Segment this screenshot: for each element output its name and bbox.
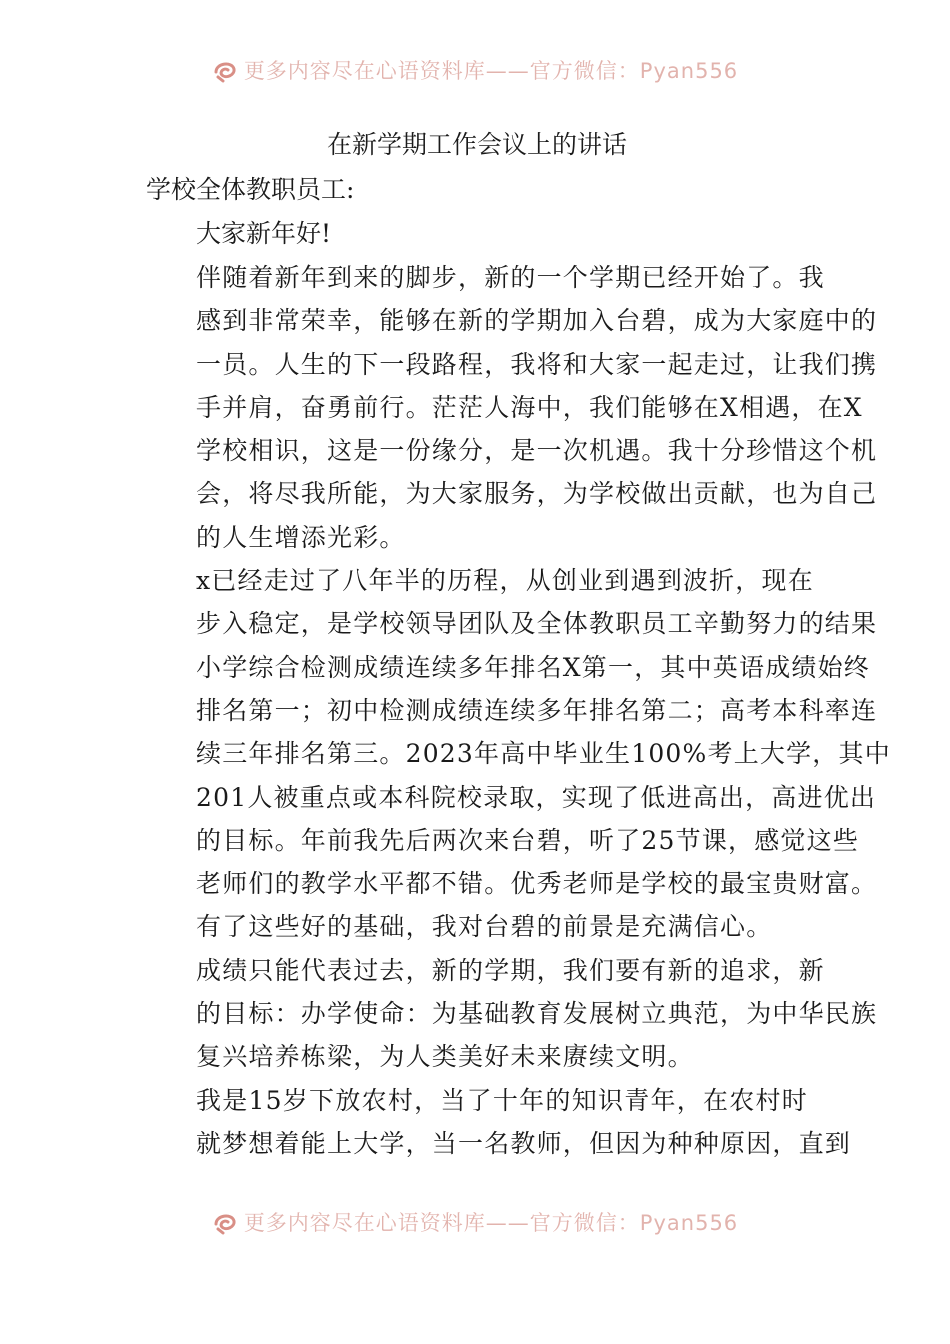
paragraph-line: 老师们的教学水平都不错。优秀老师是学校的最宝贵财富。 — [196, 869, 878, 899]
paragraph-line: 201人被重点或本科院校录取，实现了低进高出，高进优出 — [196, 782, 877, 812]
greeting: 大家新年好! — [196, 219, 332, 248]
paragraph-line: x已经走过了八年半的历程，从创业到遇到波折，现在 — [196, 566, 814, 596]
document-title: 在新学期工作会议上的讲话 — [326, 130, 627, 159]
paragraph-line: 的目标：办学使命：为基础教育发展树立典范，为中华民族 — [196, 999, 878, 1029]
paragraph-4 — [146, 1079, 852, 1166]
paragraph-line: 会，将尽我所能，为大家服务，为学校做出贡献，也为自己 — [196, 479, 878, 509]
watermark-header — [0, 50, 950, 90]
paragraph-line: 感到非常荣幸，能够在新的学期加入台碧，成为大家庭中的 — [196, 306, 878, 336]
document-body — [146, 122, 891, 1165]
swirl-logo-icon — [212, 57, 238, 83]
paragraph-line: 一员。人生的下一段路程，我将和大家一起走过，让我们携 — [196, 349, 878, 379]
watermark-footer — [0, 1202, 950, 1242]
swirl-logo-icon — [212, 1209, 238, 1235]
paragraph-line: 排名第一；初中检测成绩连续多年排名第二；高考本科率连 — [196, 695, 878, 725]
paragraph-3 — [146, 949, 878, 1079]
paragraph-line: 就梦想着能上大学，当一名教师，但因为种种原因，直到 — [196, 1128, 852, 1158]
salutation: 学校全体教职员工: — [146, 175, 355, 204]
paragraph-line: 成绩只能代表过去，新的学期，我们要有新的追求，新 — [196, 955, 825, 985]
paragraph-line: 的目标。年前我先后两次来台碧，听了25节课，感觉这些 — [196, 825, 860, 855]
watermark-text: 更多内容尽在心语资料库——官方微信：Pyan556 — [243, 1211, 739, 1235]
paragraph-line: 步入稳定，是学校领导团队及全体教职员工辛勤努力的结果 — [196, 609, 878, 639]
paragraph-line: 我是15岁下放农村，当了十年的知识青年，在农村时 — [196, 1085, 808, 1115]
paragraph-line: 有了这些好的基础，我对台碧的前景是充满信心。 — [196, 912, 773, 942]
paragraph-line: 续三年排名第三。2023年高中毕业生100%考上大学，其中 — [196, 739, 891, 769]
paragraph-1 — [146, 256, 878, 559]
paragraph-line: 复兴培养栋梁，为人类美好未来赓续文明。 — [196, 1042, 694, 1072]
paragraph-line: 小学综合检测成绩连续多年排名X第一，其中英语成绩始终 — [196, 652, 871, 682]
paragraph-line: 伴随着新年到来的脚步，新的一个学期已经开始了。我 — [196, 263, 825, 292]
paragraph-line: 手并肩，奋勇前行。茫茫人海中，我们能够在X相遇，在X — [196, 392, 863, 422]
paragraph-line: 学校相识，这是一份缘分，是一次机遇。我十分珍惜这个机 — [196, 436, 878, 466]
paragraph-2 — [146, 559, 891, 949]
watermark-text: 更多内容尽在心语资料库——官方微信：Pyan556 — [243, 59, 739, 83]
paragraph-line: 的人生增添光彩。 — [196, 522, 406, 552]
